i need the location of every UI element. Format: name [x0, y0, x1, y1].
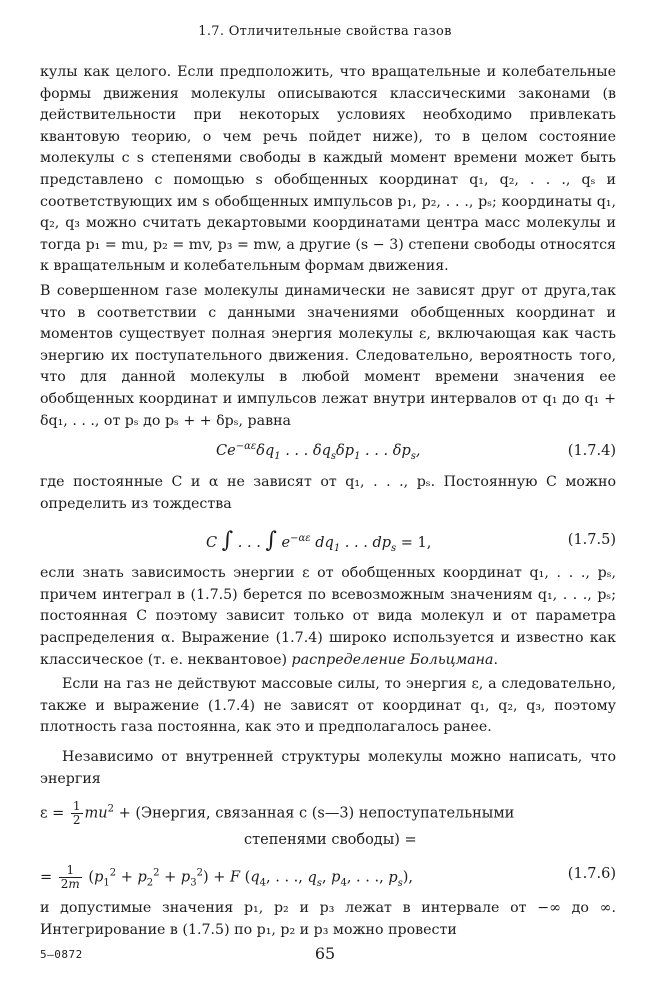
- paragraph: кулы как целого. Если предположить, что вращательные и колебательные формы движения молекулы описываются классическими законами (в действительности при некоторых условиях необходимо привлекать квантовую теорию, о чем речь пойдет ниже), то в целом состояние молекулы с s степенями свободы в каждый момент времени может быть представлено с помощью s обобщенных координат q₁, q₂, . . ., qₛ и соответствующих им s обобщенных импульсов p₁, p₂, . . ., pₛ; координаты q₁, q₂, q₃ можно считать декартовыми координатами центра масс молекулы и тогда p₁ = mu, p₂ = mv, p₃ = mw, а другие (s − 3) степени свободы относятся к вращательным и колебательным формам движения.: [40, 64, 616, 275]
- emphasis-text: распределение Больцмана: [291, 651, 494, 668]
- paragraph: [40, 563, 616, 671]
- equation-number: (1.7.6): [567, 866, 616, 883]
- equation-number: (1.7.4): [567, 443, 616, 460]
- paragraph-text: .: [493, 651, 499, 668]
- equation-formula: C ∫ . . . ∫ $e^{-\alpha\varepsilon}$ $dq_1$ . . . $dp_s = 1$,: [206, 528, 432, 555]
- equation-text: + (Энергия, связанная с (s—3) непоступательными: [118, 805, 515, 822]
- paragraph: где постоянные C и α не зависят от q₁, . . ., pₛ. Постоянную C можно определить из тождества: [40, 474, 616, 512]
- equation-1-7-6-part1: [40, 794, 616, 856]
- paragraph: и допустимые значения p₁, p₂ и p₃ лежат в интервале от −∞ до ∞. Интегрирование в (1.7.5) по p₁, p₂ и p₃ можно провести: [40, 900, 616, 938]
- equation-number: (1.7.5): [567, 532, 616, 549]
- page-number: 65: [314, 944, 336, 963]
- equation-formula: = $\frac{1}{2m}$ $(p_1^2 + p_2^2 + p_3^2) + F$ ($q_4$, . . ., $q_s$, $p_4$, . . ., $p_s$),: [40, 863, 414, 892]
- running-head: 1.7. Отличительные свойства газов: [198, 24, 452, 39]
- equation-formula: $Ce^{-\alpha\varepsilon}\delta q_1$ . . . $\delta q_s\delta p_1$ . . . $\delta p_s$,: [216, 441, 421, 462]
- paragraph-text: если знать зависимость энергии ε от обобщенных координат q₁, . . ., pₛ, причем интеграл в (1.7.5) берется по всевозможным значениям q₁, . . ., pₛ; постоянная C поэтому зависит только от вида молекул и от параметра распределения α. Выражение (1.7.4) широко используется и известно как классическое (т. е. неквантовое): [40, 565, 616, 668]
- printer-signature: 5—0872: [40, 948, 83, 961]
- body-text: [40, 62, 616, 941]
- equation-text: степенями свободы) =: [244, 832, 417, 849]
- equation-1-7-5: [40, 523, 616, 559]
- paragraph: В совершенном газе молекулы динамически не зависят друг от друга,так что в соответствии с данными значениями обобщенных координат и моментов существует полная энергия молекулы ε, включающая как часть энергию их поступательного движения. Следовательно, вероятность того, что для данной молекулы в любой момент времени значения ее обобщенных координат и импульсов лежат внутри интервалов от q₁ до q₁ + δq₁, . . ., от pₛ до pₛ + + δpₛ, равна: [40, 282, 616, 429]
- equation-1-7-4: [40, 436, 616, 468]
- paragraph: Независимо от внутренней структуры молекулы можно написать, что энергия: [40, 749, 616, 787]
- equation-1-7-6-part2: [40, 856, 616, 896]
- paragraph: Если на газ не действуют массовые силы, то энергия ε, а следовательно, также и выражение (1.7.4) не зависят от координат q₁, q₂, q₃, поэтому плотность газа постоянна, как это и предполагалось ранее.: [40, 676, 616, 736]
- equation-formula: ε = $\frac{1}{2}$ $mu^2$ + (Энергия, связанная с (s—3) непоступательными: [40, 799, 515, 828]
